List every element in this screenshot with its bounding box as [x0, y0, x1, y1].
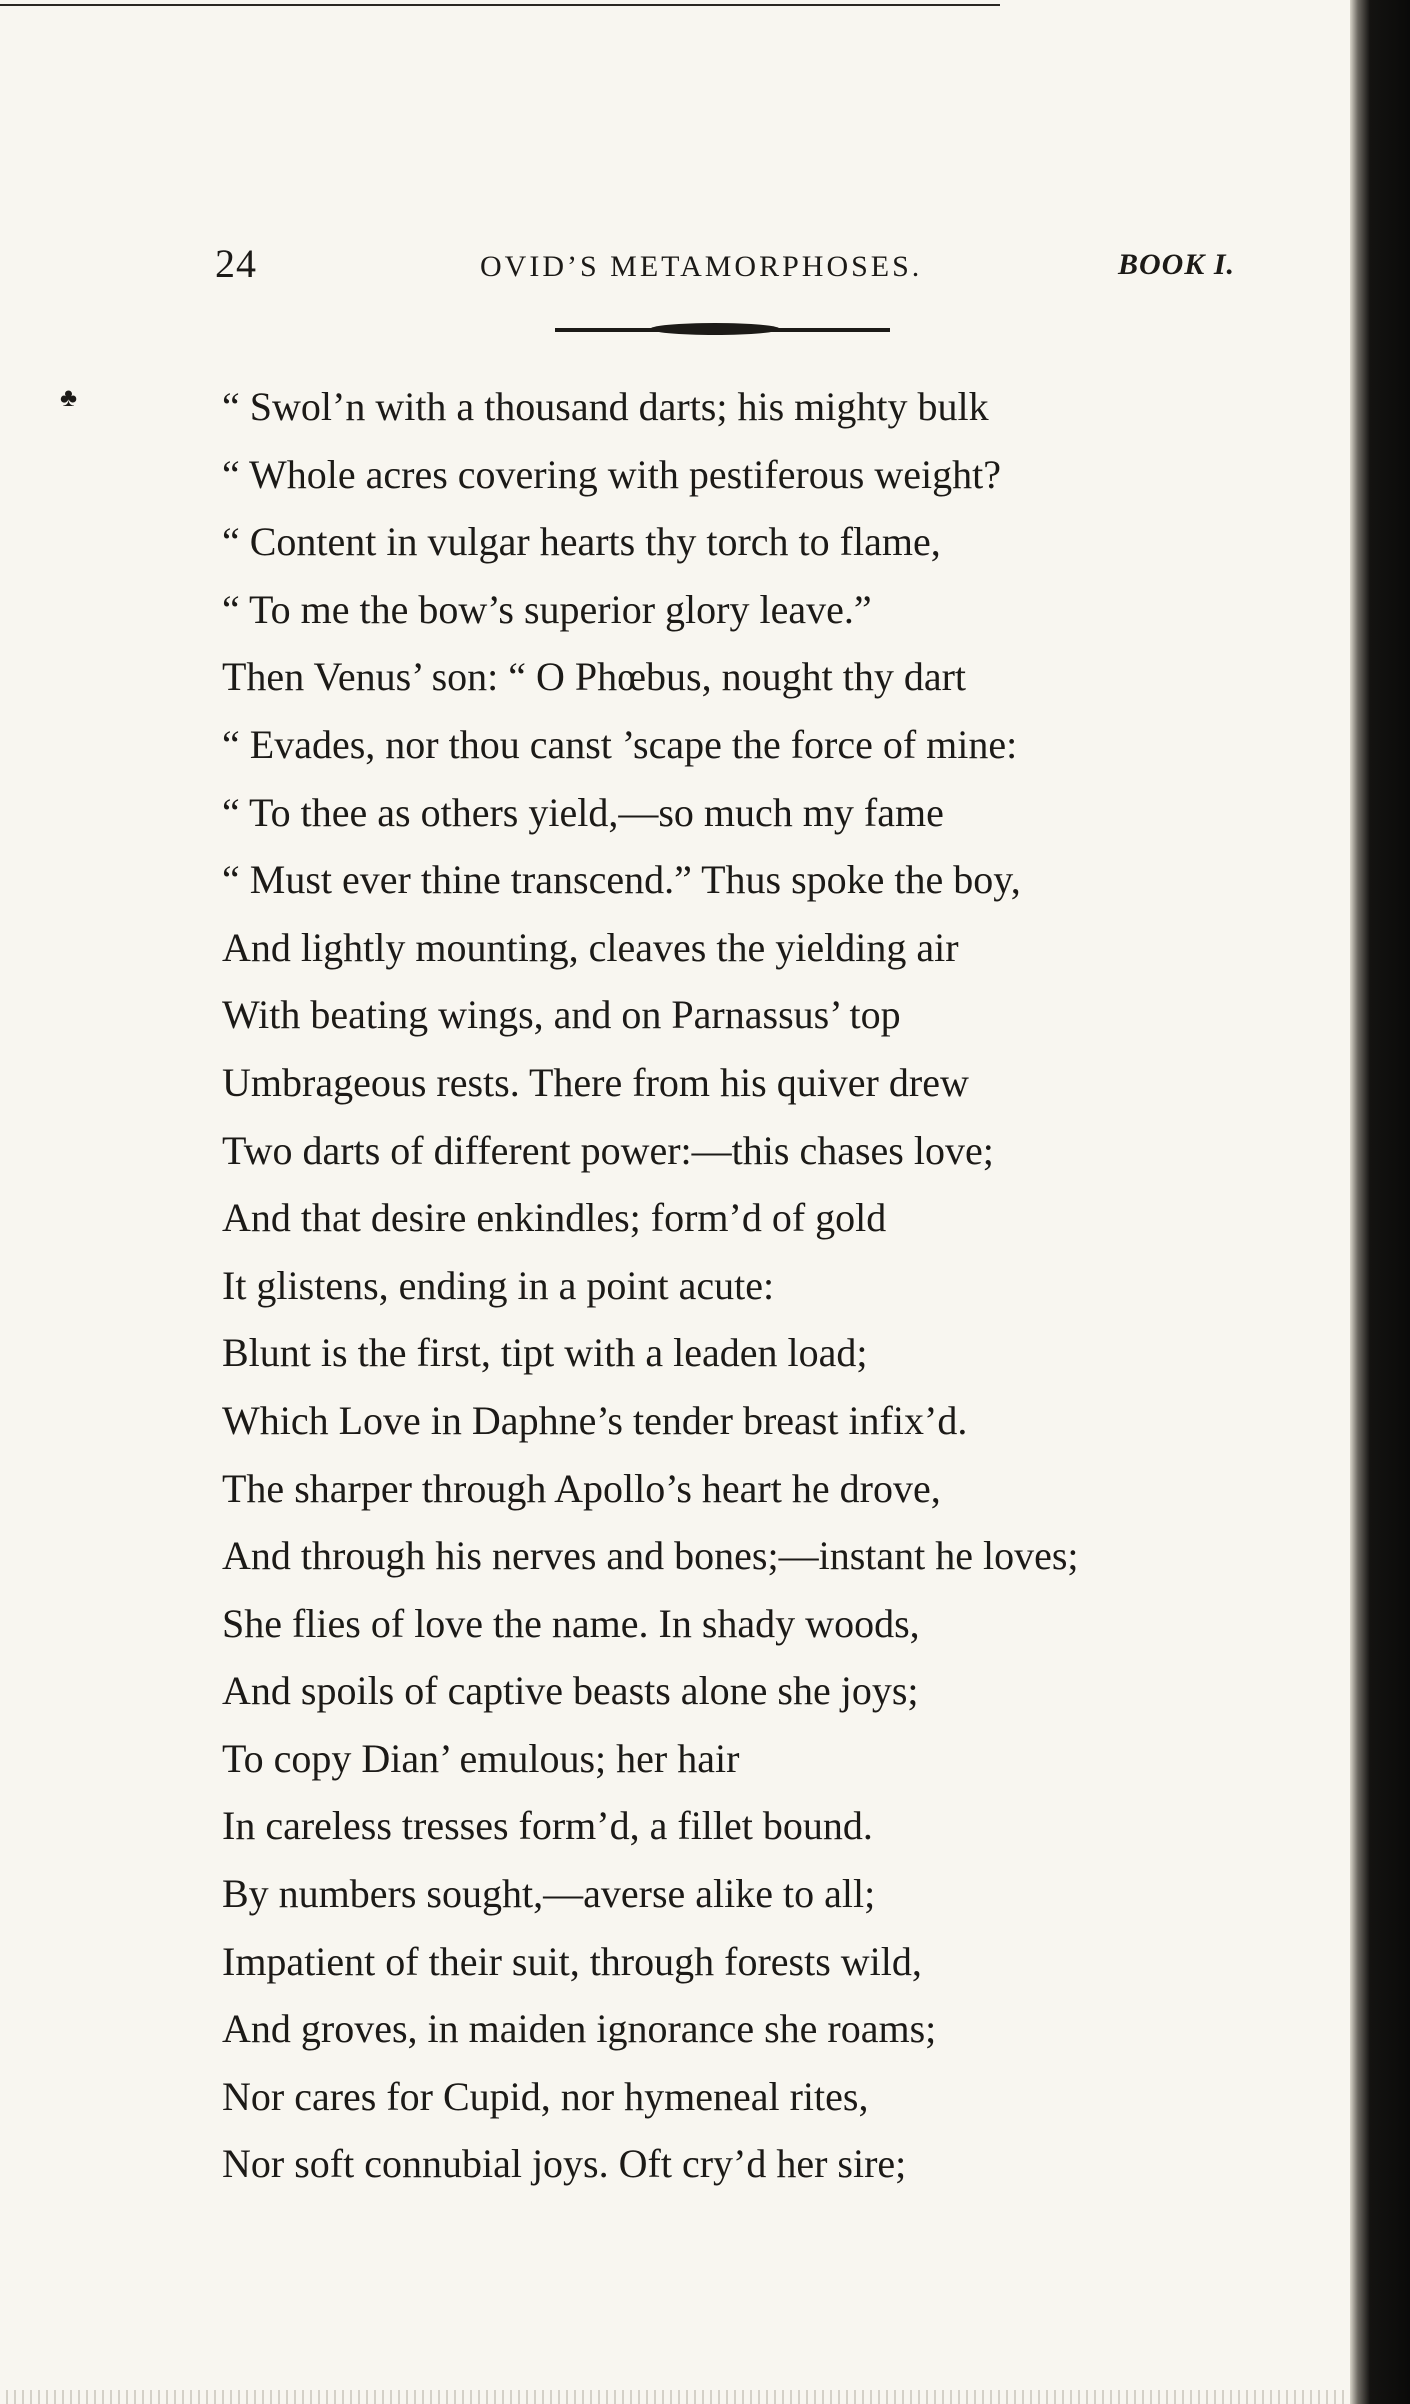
page-bottom-edge [0, 2390, 1350, 2404]
poem-line: Two darts of different power:—this chases love; [222, 1127, 994, 1173]
top-page-rule [0, 4, 1000, 6]
poem-line: And through his nerves and bones;—instant he loves; [222, 1533, 1079, 1579]
poem-line: Impatient of their suit, through forests wild, [222, 1938, 922, 1984]
book-spine-shadow [1350, 0, 1410, 2404]
poem-line: Nor soft connubial joys. Oft cry’d her sire; [222, 2141, 907, 2187]
poem-line: In careless tresses form’d, a fillet bound. [222, 1803, 873, 1849]
running-title: OVID’S METAMORPHOSES. [480, 250, 923, 283]
poem-line: “ To thee as others yield,—so much my fame [222, 789, 944, 835]
poem-line: By numbers sought,—averse alike to all; [222, 1871, 876, 1917]
margin-ink-mark-icon: ♣ [60, 383, 78, 412]
poem-line: The sharper through Apollo’s heart he drove, [222, 1465, 941, 1511]
poem-line: “ Whole acres covering with pestiferous weight? [222, 451, 1001, 497]
poem-line: “ Content in vulgar hearts thy torch to flame, [222, 519, 941, 565]
poem-line: And that desire enkindles; form’d of gold [222, 1195, 887, 1241]
poem-line: Blunt is the first, tipt with a leaden load; [222, 1330, 868, 1376]
poem-line: And lightly mounting, cleaves the yielding air [222, 924, 959, 970]
poem-text [222, 382, 1079, 2207]
poem-line: She flies of love the name. In shady woods, [222, 1600, 920, 1646]
poem-line: And groves, in maiden ignorance she roams; [222, 2006, 937, 2052]
poem-line: “ Must ever thine transcend.” Thus spoke the boy, [222, 857, 1021, 903]
poem-line: To copy Dian’ emulous; her hair [222, 1735, 740, 1781]
poem-line: Umbrageous rests. There from his quiver drew [222, 1059, 969, 1105]
poem-line: It glistens, ending in a point acute: [222, 1262, 775, 1308]
poem-line: Which Love in Daphne’s tender breast infix’d. [222, 1397, 968, 1443]
page-header [215, 240, 1235, 290]
poem-line: “ Swol’n with a thousand darts; his mighty bulk [222, 384, 989, 429]
book-label: BOOK I. [1117, 248, 1235, 281]
page-number: 24 [215, 241, 257, 286]
poem-line: And spoils of captive beasts alone she joys; [222, 1668, 919, 1714]
poem-line: “ Evades, nor thou canst ’scape the force of mine: [222, 721, 1018, 767]
poem-line: Nor cares for Cupid, nor hymeneal rites, [222, 2073, 869, 2119]
header-ornament-swell [650, 323, 780, 335]
poem-line: With beating wings, and on Parnassus’ top [222, 992, 901, 1038]
poem-line: “ To me the bow’s superior glory leave.” [222, 586, 872, 632]
poem-line: Then Venus’ son: “ O Phœbus, nought thy dart [222, 654, 967, 700]
